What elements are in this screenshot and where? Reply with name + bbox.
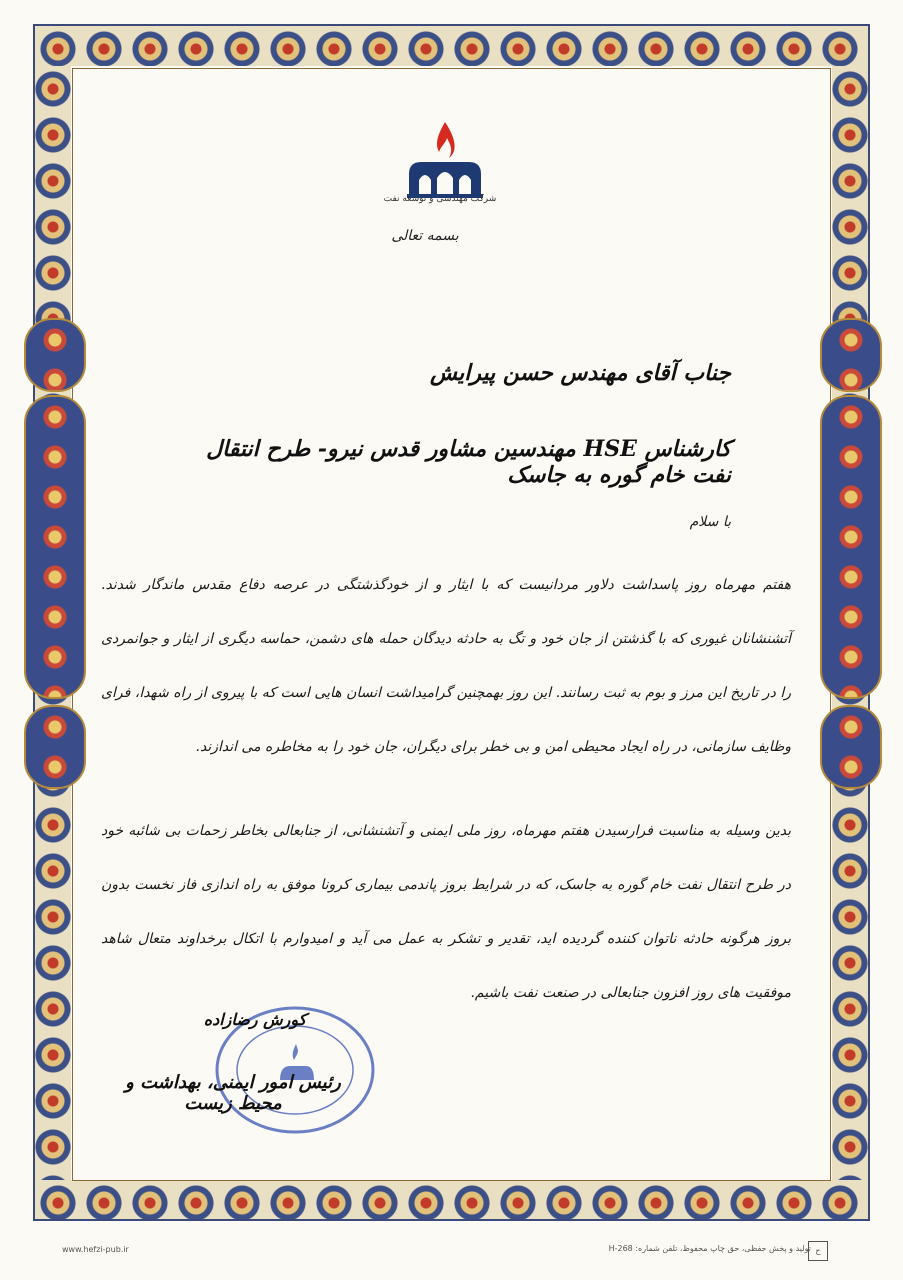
publisher-info: تولید و پخش حفظی، حق چاپ محفوظ، تلفن شماره: H-268 [608, 1244, 811, 1253]
body-paragraph-1: هفتم مهرماه روز پاسداشت دلاور مردانیست که با ایثار و از خودگذشتگی در عرصه دفاع مقدس ماندگار شدند. آتشنشانان غیوری که با گذشتن از جان خود و تگ به حادثه دیدگان حمله های دشمن، حماسه دیگری از ایثار و جوانمردی را در تاریخ این مرز و بوم به ثبت رسانند. این روز بهمچنین گرامیداشت انسان هایی است که با پیروی از راه شهدا، فرای وظایف سازمانی، در راه ایجاد محیطی امن و بی خطر برای دیگران، جان خود را به مخاطره می اندازند. [101, 577, 791, 755]
signatory-title: رئیس امور ایمنی، بهداشت و محیط زیست [125, 1072, 341, 1114]
right-panel-ornament [820, 395, 882, 699]
left-medallion-top [24, 318, 86, 392]
left-panel-ornament [24, 395, 86, 699]
bismillah-heading: بسمه تعالی [391, 228, 459, 244]
body-paragraph-2: بدین وسیله به مناسبت فرارسیدن هفتم مهرماه، روز ملی ایمنی و آتشنشانی، از جنابعالی بخاطر زحمات بی شائبه خود در طرح انتقال نفت خام گوره به جاسک، که در شرایط بروز پاندمی بیماری کرونا موفق به راه اندازی فاز نخست بدون بروز هرگونه حادثه ناتوان کننده گردیده اید، تقدیر و تشکر به عمل می آید و امیدوارم با اتکال برخداوند متعال شاهد موفقیت های روز افزون جنابعالی در صنعت نفت باشیم. [101, 823, 791, 1001]
right-medallion-top [820, 318, 882, 392]
left-medallion-bottom [24, 705, 86, 789]
addressee-line: جناب آقای مهندس حسن پیرایش [430, 360, 731, 386]
publisher-website: www.hefzi-pub.ir [62, 1245, 129, 1254]
logo-caption: شرکت مهندسی و توسعه نفت [383, 194, 497, 204]
publisher-logo-icon: ح [808, 1241, 828, 1261]
greeting: با سلام [689, 514, 731, 530]
subject-line: کارشناس HSE مهندسین مشاور قدس نیرو- طرح انتقال نفت خام گوره به جاسک [206, 436, 731, 488]
signatory-name: کورش رضازاده [203, 1010, 307, 1029]
right-medallion-bottom [820, 705, 882, 789]
